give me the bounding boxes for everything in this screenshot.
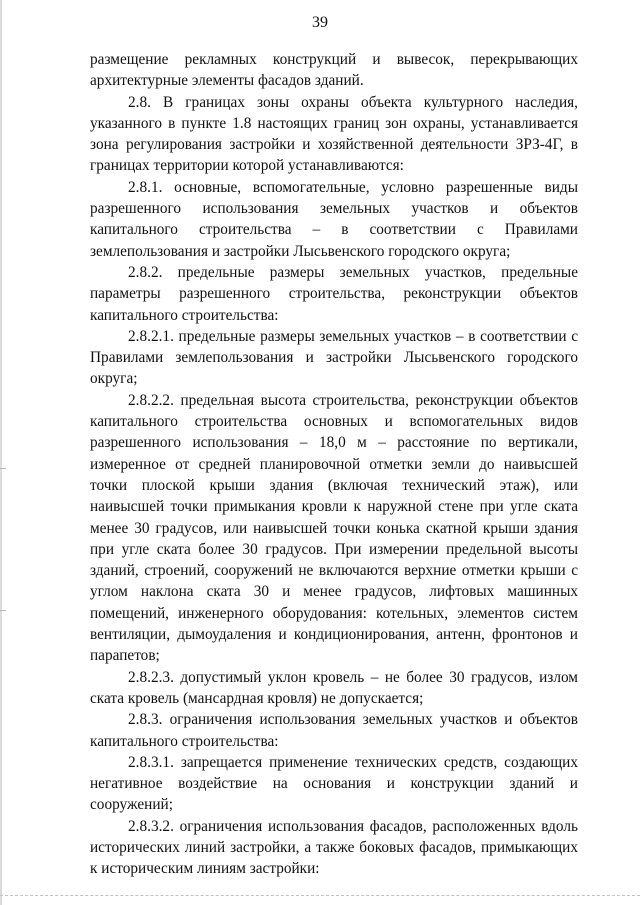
paragraph-2-8-1: 2.8.1. основные, вспомогательные, условно разрешенные виды разрешенного использования земельных участков и объектов капитального строительства – в соответствии с Правилами землепользования и застройки Лысьвенского городского округа; <box>90 178 578 260</box>
document-body <box>90 49 578 880</box>
paragraph-continuation: размещение рекламных конструкций и вывесок, перекрывающих архитектурные элементы фасадов зданий. <box>90 51 578 90</box>
scan-bottom-edge <box>0 895 640 897</box>
paragraph-2-8-2-2: 2.8.2.2. предельная высота строительства, реконструкции объектов капитального строительства основных и вспомогательных видов разрешенного использования – 18,0 м – расстояние по вертикали, измеренное от средней планировочной отметки земли до наивысшей точки плоской крыши здания (включая технический этаж), или наивысшей точки примыкания кровли к наружной стене при угле ската менее 30 градусов, или наивысшей точки конька скатной крыши здания при угле ската более 30 градусов. При измерении предельной высоты зданий, строений, сооружений не включаются верхние отметки крыши с углом наклона ската 30 и менее градусов, лифтовых машинных помещений, инженерного оборудования: котельных, элементов систем вентиляции, дымоудаления и кондиционирования, антенн, фронтонов и парапетов; <box>90 391 578 665</box>
paragraph-2-8-2: 2.8.2. предельные размеры земельных участков, предельные параметры разрешенного строительства, реконструкции объектов капитального строительства: <box>90 263 578 324</box>
page-number: 39 <box>312 14 328 31</box>
scan-left-edge <box>0 0 2 905</box>
scan-edge-mark <box>0 468 6 469</box>
scan-edge-mark <box>0 610 6 611</box>
paragraph-2-8-2-1: 2.8.2.1. предельные размеры земельных участков – в соответствии с Правилами землепользования и застройки Лысьвенского городского округа; <box>90 327 578 388</box>
paragraph-2-8: 2.8. В границах зоны охраны объекта культурного наследия, указанного в пункте 1.8 настоящих границ зон охраны, устанавливается зона регулирования застройки и хозяйственной деятельности ЗРЗ-4Г, в границах территории которой устанавливаются: <box>90 93 578 175</box>
paragraph-2-8-3: 2.8.3. ограничения использования земельных участков и объектов капитального строительства: <box>90 711 578 750</box>
paragraph-2-8-2-3: 2.8.2.3. допустимый уклон кровель – не более 30 градусов, излом ската кровель (мансардная кровля) не допускается; <box>90 668 578 707</box>
paragraph-2-8-3-2: 2.8.3.2. ограничения использования фасадов, расположенных вдоль исторических линий застройки, а также боковых фасадов, примыкающих к историческим линиям застройки: <box>90 817 578 878</box>
paragraph-2-8-3-1: 2.8.3.1. запрещается применение технических средств, создающих негативное воздействие на основания и конструкции зданий и сооружений; <box>90 753 578 814</box>
